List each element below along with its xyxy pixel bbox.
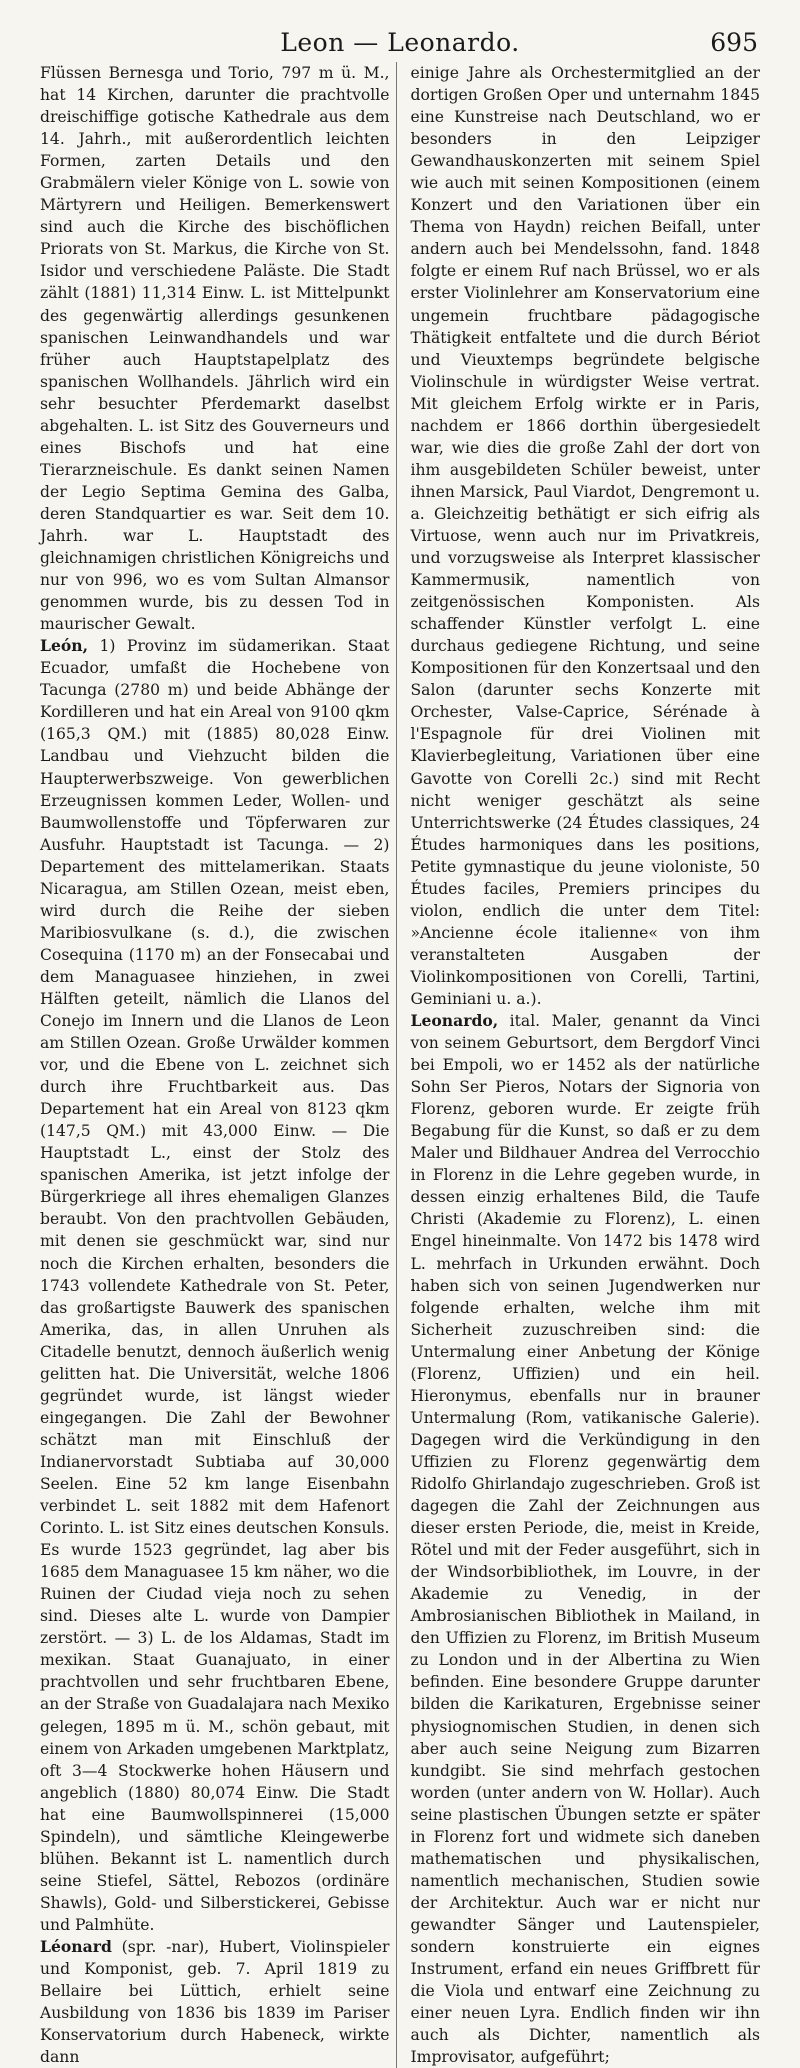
entry-leon-spain bbox=[40, 62, 390, 635]
entry-text: Flüssen Bernesga und Torio, 797 m ü. M., hat 14 Kirchen, darunter die prachtvolle dreischiffige gotische Kathedrale aus dem 14. Jahrh., mit außerordentlich leichten Formen, zarten Details und den Grabmälern vieler Könige von L. sowie von Märtyrern und Heiligen. Bemerkenswert sind auch die Kirche des bischöflichen Priorats von St. Markus, die Kirche von St. Isidor und verschiedene Paläste. Die Stadt zählt (1881) 11,314 Einw. L. ist Mittelpunkt des gegenwärtig allerdings gesunkenen spanischen Leinwandhandels und war früher auch Hauptstapelplatz des spanischen Wollhandels. Jährlich wird ein sehr besuchter Pferdemarkt daselbst abgehalten. L. ist Sitz des Gouverneurs und eines Bischofs und hat eine Tierarzneischule. Es dankt seinen Namen der Legio Septima Gemina des Galba, deren Standquartier es war. Seit dem 10. Jahrh. war L. Hauptstadt des gleichnamigen christlichen Königreichs und nur von 996, wo es vom Sultan Almansor genommen wurde, bis zu dessen Tod in maurischer Gewalt. bbox=[40, 64, 390, 634]
entry-leon-america bbox=[40, 635, 390, 1936]
entry-text: (spr. -nar), Hubert, Violinspieler und Komponist, geb. 7. April 1819 zu Bellaire bei Lüttich, erhielt seine Ausbildung von 1836 bis 1839 im Pariser Konservatorium durch Habeneck, wirkte dann bbox=[40, 1937, 390, 2067]
left-column bbox=[40, 62, 397, 2068]
entry-headword: Leonardo, bbox=[410, 1011, 499, 1031]
running-title: Leon — Leonardo. bbox=[280, 28, 520, 57]
right-column bbox=[397, 62, 761, 2068]
entry-text: 1) Provinz im südamerikan. Staat Ecuador, umfaßt die Hochebene von Tacunga (2780 m) und beide Abhänge der Kordilleren und hat ein Areal von 9100 qkm (165,3 QM.) mit (1885) 80,028 Einw. Landbau und Viehzucht bilden die Haupterwerbszweige. Von gewerblichen Erzeugnissen kommen Leder, Wollen- und Baumwollenstoffe und Töpferwaren zur Ausfuhr. Hauptstadt ist Tacunga. — 2) Departement des mittelamerikan. Staats Nicaragua, am Stillen Ozean, meist eben, wird durch die Reihe der sieben Maribiosvulkane (s. d.), die zwischen Cosequina (1170 m) an der Fonsecabai und dem Managuasee hinziehen, in zwei Hälften geteilt, nämlich die Llanos del Conejo im Innern und die Llanos de Leon am Stillen Ozean. Große Urwälder kommen vor, und die Ebene von L. zeichnet sich durch ihre Fruchtbarkeit aus. Das Departement hat ein Areal von 8123 qkm (147,5 QM.) mit 43,000 Einw. — Die Hauptstadt L., einst der Stolz des spanischen Amerika, ist jetzt infolge der Bürgerkriege all ihres ehemaligen Glanzes beraubt. Von den prachtvollen Gebäuden, mit denen sie geschmückt war, sind nur noch die Kirchen erhalten, besonders die 1743 vollendete Kathedrale von St. Peter, das großartigste Bauwerk des spanischen Amerika, das, in allen Unruhen als Citadelle benutzt, dennoch äußerlich wenig gelitten hat. Die Universität, welche 1806 gegründet wurde, ist längst wieder eingegangen. Die Zahl der Bewohner schätzt man mit Einschluß der Indianervorstadt Subtiaba auf 30,000 Seelen. Eine 52 km lange Eisenbahn verbindet L. seit 1882 mit dem Hafenort Corinto. L. ist Sitz eines deutschen Konsuls. Es wurde 1523 gegründet, lag aber bis 1685 dem Managuasee 15 km näher, wo die Ruinen der Ciudad vieja noch zu sehen sind. Dieses alte L. wurde von Dampier zerstört. — 3) L. de los Aldamas, Stadt im mexikan. Staat Guanajuato, in einer prachtvollen und sehr fruchtbaren Ebene, an der Straße von Guadalajara nach Mexiko gelegen, 1895 m ü. M., schön gebaut, mit einem von Arkaden umgebenen Marktplatz, oft 3—4 Stockwerke hohen Häusern und angeblich (1880) 80,074 Einw. Die Stadt hat eine Baumwollspinnerei (15,000 Spindeln), und sämtliche Kleingewerbe blühen. Bekannt ist L. namentlich durch seine Stiefel, Sättel, Rebozos (ordinäre Shawls), Gold- und Silberstickerei, Gebisse und Palmhüte. bbox=[40, 637, 390, 1934]
entry-text: ital. Maler, genannt da Vinci von seinem Geburtsort, dem Bergdorf Vinci bei Empoli, wo er 1452 als der natürliche Sohn Ser Pieros, Notars der Signoria von Florenz, geboren wurde. Er zeigte früh Begabung für die Kunst, so daß er zu dem Maler und Bildhauer Andrea del Verrocchio in Florenz in die Lehre gegeben wurde, in dessen einzig erhaltenes Bild, die Taufe Christi (Akademie zu Florenz), L. einen Engel hineinmalte. Von 1472 bis 1478 wird L. mehrfach in Urkunden erwähnt. Doch haben sich von seinen Jugendwerken nur folgende erhalten, welche ihm mit Sicherheit zuzuschreiben sind: die Untermalung einer Anbetung der Könige (Florenz, Uffizien) und ein heil. Hieronymus, ebenfalls nur in brauner Untermalung (Rom, vatikanische Galerie). Dagegen wird die Verkündigung in den Uffizien zu Florenz gegenwärtig dem Ridolfo Ghirlandajo zugeschrieben. Groß ist dagegen die Zahl der Zeichnungen aus dieser ersten Periode, die, meist in Kreide, Rötel und mit der Feder ausgeführt, sich in der Windsorbibliothek, im Louvre, in der Akademie zu Venedig, in der Ambrosianischen Bibliothek in Mailand, in den Uffizien zu Florenz, im British Museum zu London und in der Albertina zu Wien befinden. Eine besondere Gruppe darunter bilden die Karikaturen, Ergebnisse seiner physiognomischen Studien, in denen sich aber auch seine Neigung zum Bizarren kundgibt. Sie sind mehrfach gestochen worden (unter andern von W. Hollar). Auch seine plastischen Übungen setzte er später in Florenz fort und widmete sich daneben mathematischen und physikalischen, namentlich mechanischen, Studien sowie der Architektur. Auch war er nicht nur gewandter Sänger und Lautenspieler, sondern konstruierte ein eignes Instrument, erfand ein neues Griffbrett für die Viola und entwarf eine Zeichnung zu einer neuen Lyra. Endlich finden wir ihn auch als Dichter, namentlich als Improvisator, aufgeführt; bbox=[410, 1012, 760, 2067]
entry-text: einige Jahre als Orchestermitglied an der dortigen Großen Oper und unternahm 1845 eine Kunstreise nach Deutschland, wo er besonders in den Leipziger Gewandhauskonzerten mit seinem Spiel wie auch mit seinen Kompositionen (einem Konzert und den Variationen über ein Thema von Haydn) reichen Beifall, unter andern auch bei Mendelssohn, fand. 1848 folgte er einem Ruf nach Brüssel, wo er als erster Violinlehrer am Konservatorium eine ungemein fruchtbare pädagogische Thätigkeit entfaltete und die durch Bériot und Vieuxtemps begründete belgische Violinschule in würdigster Weise vertrat. Mit gleichem Erfolg wirkte er in Paris, nachdem er 1866 dorthin übergesiedelt war, wie dies die große Zahl der dort von ihm ausgebildeten Schüler beweist, unter ihnen Marsick, Paul Viardot, Dengremont u. a. Gleichzeitig bethätigt er sich eifrig als Virtuose, wenn auch nur im Privatkreis, und vorzugsweise als Interpret klassischer Kammermusik, namentlich von zeitgenössischen Komponisten. Als schaffender Künstler verfolgt L. eine durchaus gediegene Richtung, und seine Kompositionen für den Konzertsaal und den Salon (darunter sechs Konzerte mit Orchester, Valse-Caprice, Sérénade à l'Espagnole für drei Violinen mit Klavierbegleitung, Variationen über eine Gavotte von Corelli 2c.) sind mit Recht nicht weniger geschätzt als seine Unterrichtswerke (24 Études classiques, 24 Études harmoniques dans les positions, Petite gymnastique du jeune violoniste, 50 Études faciles, Premiers principes du violon, endlich die unter dem Titel: »Ancienne école italienne« von ihm veranstalteten Ausgaben der Violinkompositionen von Corelli, Tartini, Geminiani u. a.). bbox=[410, 64, 760, 1008]
entry-headword: León, bbox=[40, 636, 89, 656]
entry-leonardo bbox=[411, 1010, 761, 2068]
page-header bbox=[40, 0, 760, 62]
entry-leonard bbox=[40, 1936, 390, 2068]
text-columns bbox=[40, 62, 760, 2068]
entry-headword: Léonard bbox=[40, 1936, 112, 1956]
entry-leonard-continued bbox=[411, 62, 761, 1010]
page-number: 695 bbox=[710, 28, 758, 57]
